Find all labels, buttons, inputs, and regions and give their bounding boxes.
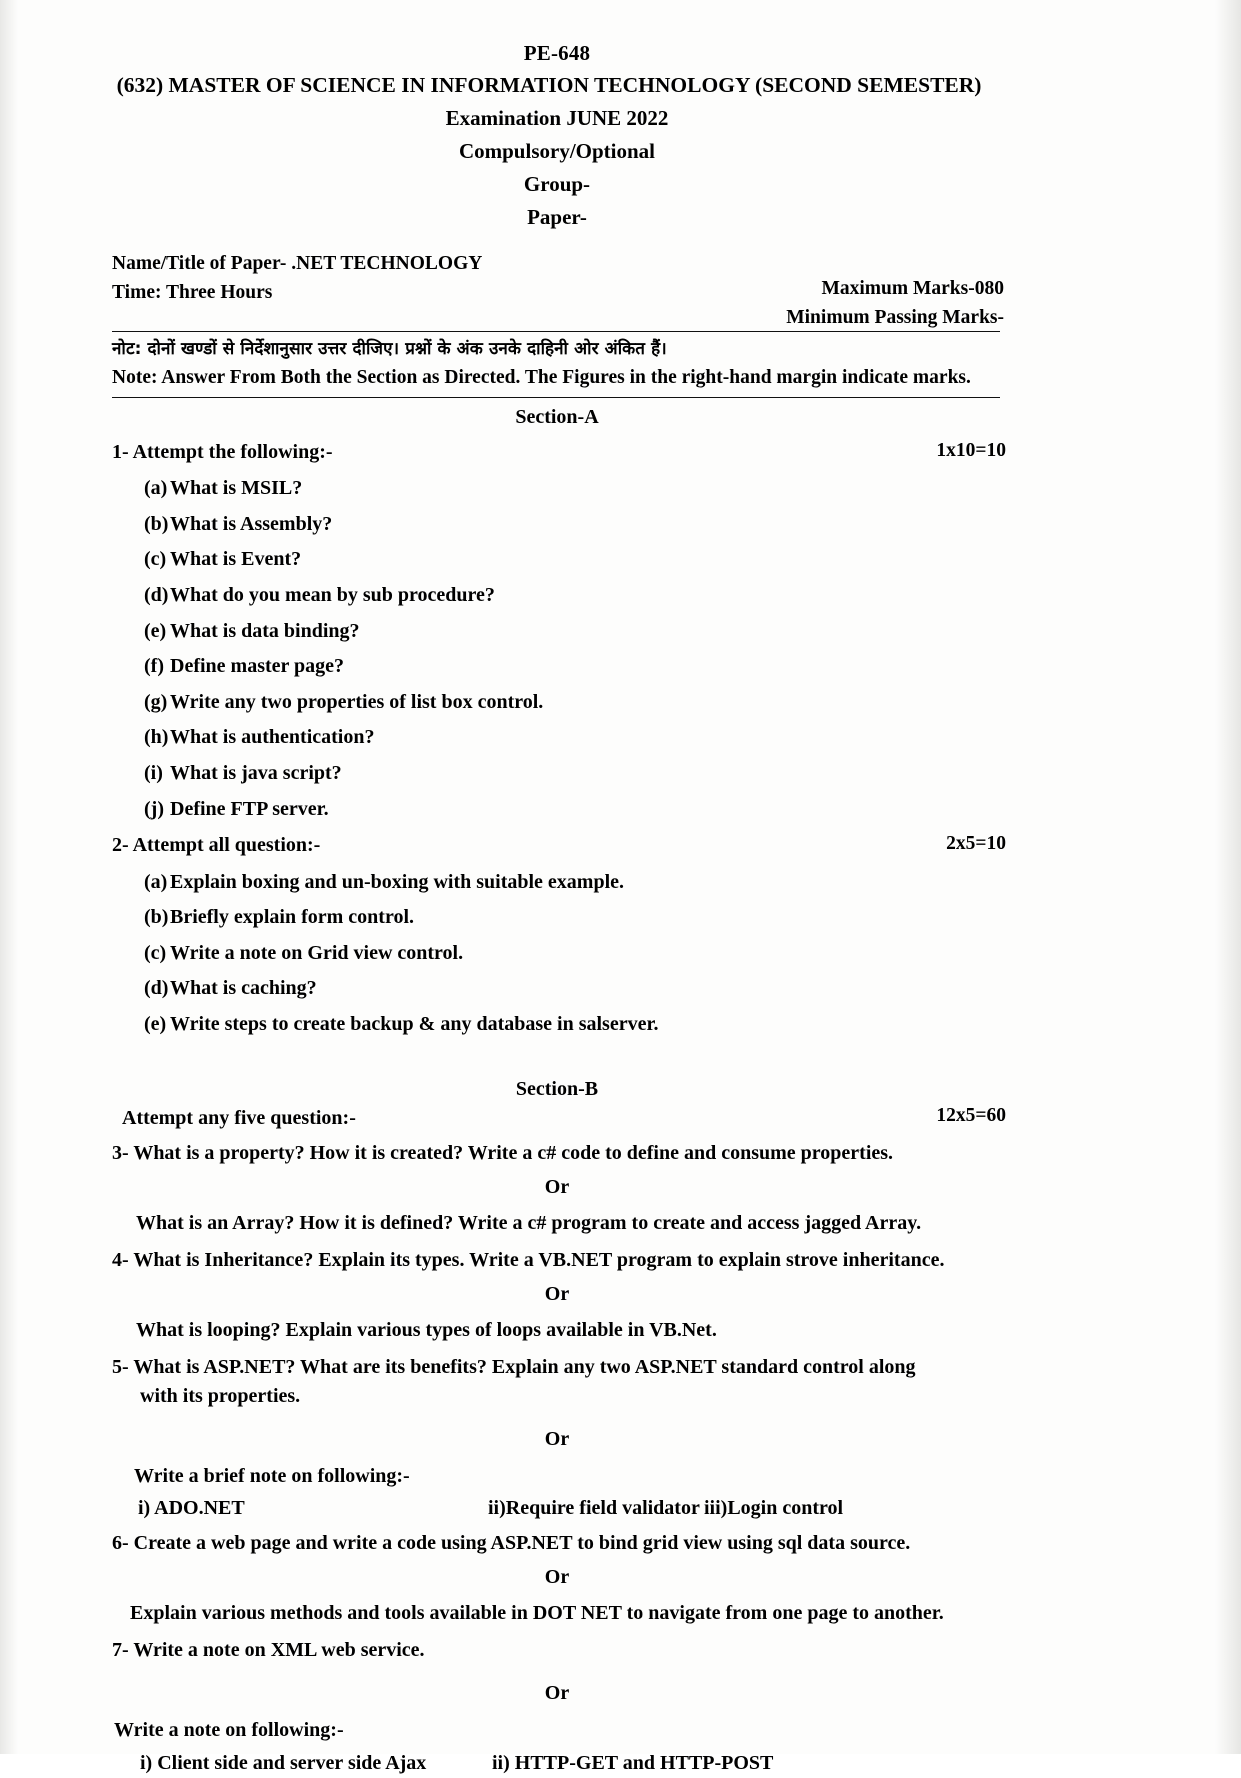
list-item [112,940,1002,967]
page-content [112,0,1006,1778]
alt-item-2-text: HTTP-GET and HTTP-POST [514,1752,774,1775]
list-item [112,475,1002,502]
list-item [112,869,1002,896]
question-6-text: Create a web page and write a code using ASP.NET to bind grid view using sql data source. [133,1531,911,1554]
alt-item-3 [704,1497,843,1520]
question-7-stem [112,1636,1002,1664]
list-item [112,1011,1002,1038]
sub-text: Define FTP server. [170,797,329,820]
sub-text: What is MSIL? [170,477,303,500]
sub-label: (i) [144,761,163,784]
sub-text: What is authentication? [170,726,375,749]
paper-meta [112,249,1004,329]
question-1-row [112,438,1006,466]
question-5-text: What is ASP.NET? What are its benefits? Explain any two ASP.NET standard control along [133,1356,916,1379]
sub-label: (d) [144,584,169,606]
document-header [112,40,1002,231]
question-4-alternative: What is looping? Explain various types of loops available in VB.Net. [136,1319,717,1342]
alt-item-2-text: Require field validator [505,1496,700,1519]
list-item [112,511,1002,538]
list-item [112,975,1002,1002]
attempt-any-five-label: Attempt any five question:- [122,1106,356,1129]
paper-name: Name/Title of Paper- .NET TECHNOLOGY [112,252,483,274]
sub-label: (e) [144,1012,167,1035]
sub-label: (f) [144,655,164,678]
sub-label: (b) [144,906,169,929]
question-1-number: 1- [112,440,129,463]
sub-text: Briefly explain form control. [170,906,415,929]
alt-item-2 [488,1497,700,1520]
question-7-alt-items [112,1752,1002,1778]
question-5-text-continued: with its properties. [140,1384,301,1407]
question-4-stem [112,1246,1002,1274]
sub-label: (a) [144,477,168,500]
program-title: (632) MASTER OF SCIENCE IN INFORMATION TECHNOLOGY (SECOND SEMESTER) [116,72,982,97]
minimum-passing-marks: Minimum Passing Marks- [786,307,1004,329]
list-item [112,546,1002,573]
sub-label: (c) [144,941,167,964]
question-2-row [112,831,1006,859]
question-1-sublist [112,475,1002,822]
paper-meta-left [112,249,482,308]
alt-item-3-label: iii) [704,1496,728,1519]
alt-item-2-label: ii) [488,1496,506,1519]
sub-text: Write any two properties of list box control. [170,690,544,713]
alt-item-2 [492,1752,773,1775]
question-2-text: Attempt all question:- [132,834,321,857]
exam-duration: Time: Three Hours [112,282,273,304]
question-5-stem [112,1353,1002,1381]
sub-text: What is caching? [170,977,317,1000]
question-3-stem [112,1139,1002,1167]
question-4-text: What is Inheritance? Explain its types. Write a VB.NET program to explain strove inheritance. [133,1248,945,1271]
sub-text: What is Event? [170,548,302,571]
alt-item-2-label: ii) [492,1752,510,1775]
sub-text: Write steps to create backup & any database in salserver. [170,1012,659,1035]
question-6-number: 6- [112,1531,129,1554]
question-6-alternative: Explain various methods and tools available in DOT NET to navigate from one page to another. [130,1602,944,1625]
sub-text: Write a note on Grid view control. [170,941,464,964]
question-2-stem [112,831,1002,859]
question-5-number: 5- [112,1356,129,1379]
question-5-alt-items [112,1497,1002,1523]
compulsory-optional-label: Compulsory/Optional [458,139,656,164]
or-separator-3: Or [544,1175,570,1198]
paper-code: PE-648 [523,41,591,65]
sub-text: What is data binding? [170,619,360,642]
question-2-number: 2- [112,834,129,857]
question-3-number: 3- [112,1141,129,1164]
sub-text: What is Assembly? [170,512,333,535]
sub-label: (e) [144,619,167,642]
examination-session: Examination JUNE 2022 [445,106,669,131]
question-7-number: 7- [112,1639,129,1662]
sub-text: Explain boxing and un-boxing with suitable example. [170,870,625,893]
list-item [112,689,1002,716]
sub-text: What do you mean by sub procedure? [170,584,495,606]
question-2-sublist [112,869,1002,1038]
section-b-heading: Section-B [515,1077,599,1100]
list-item [112,618,1002,645]
alt-item-1 [140,1752,426,1775]
question-3-text: What is a property? How it is created? Write a c# code to define and consume properties. [133,1141,894,1164]
question-5-alt-heading: Write a brief note on following:- [134,1464,410,1487]
sub-label: (h) [144,726,169,749]
sub-label: (c) [144,548,167,571]
question-2-marks: 2x5=10 [946,833,1006,855]
question-4-number: 4- [112,1248,129,1271]
sub-label: (a) [144,870,168,893]
group-label: Group- [523,172,591,197]
paper-meta-right [786,274,1004,333]
question-7-alt-heading: Write a note on following:- [114,1719,344,1742]
sub-text: What is java script? [170,761,342,784]
sub-label: (j) [144,797,164,820]
question-1-text: Attempt the following:- [132,440,333,463]
maximum-marks: Maximum Marks-080 [821,277,1004,299]
alt-item-3-text: Login control [727,1496,844,1519]
alt-item-1-label: i) [140,1752,153,1775]
paper-label: Paper- [527,205,587,230]
question-6-stem [112,1529,1002,1557]
sub-label: (g) [144,690,168,713]
note-hindi: नोट: दोनों खण्डों से निर्देशानुसार उत्तर दीजिए। प्रश्नों के अंक उनके दाहिनी ओर अंकित हैं। [112,338,667,359]
list-item [112,904,1002,931]
list-item [112,653,1002,680]
alt-item-1-text: Client side and server side Ajax [157,1752,427,1775]
sub-text: Define master page? [170,655,345,678]
note-english: Note: Answer From Both the Section as Directed. The Figures in the right-hand margin indicate marks. [112,366,971,388]
list-item [112,796,1002,823]
section-a-heading: Section-A [515,405,599,428]
alt-item-1-label: i) [138,1496,151,1519]
or-separator-6: Or [544,1566,570,1589]
attempt-any-five-row [112,1104,1006,1130]
section-b-marks: 12x5=60 [936,1104,1006,1126]
list-item [112,760,1002,787]
sub-label: (b) [144,512,169,535]
list-item [112,582,1002,609]
alt-item-1 [138,1497,245,1520]
question-7-text: Write a note on XML web service. [133,1639,425,1662]
question-3-alternative: What is an Array? How it is defined? Write a c# program to create and access jagged Array. [136,1211,922,1234]
or-separator-4: Or [544,1283,570,1306]
note-bottom-divider [112,397,1000,398]
scan-edge-left [0,0,18,1754]
or-separator-7: Or [544,1682,570,1705]
list-item [112,724,1002,751]
sub-label: (d) [144,977,169,1000]
alt-item-1-text: ADO.NET [154,1496,245,1519]
or-separator-5: Or [544,1427,570,1450]
scan-edge-right [1215,0,1241,1754]
question-1-stem [112,438,1002,466]
question-1-marks: 1x10=10 [936,439,1006,461]
